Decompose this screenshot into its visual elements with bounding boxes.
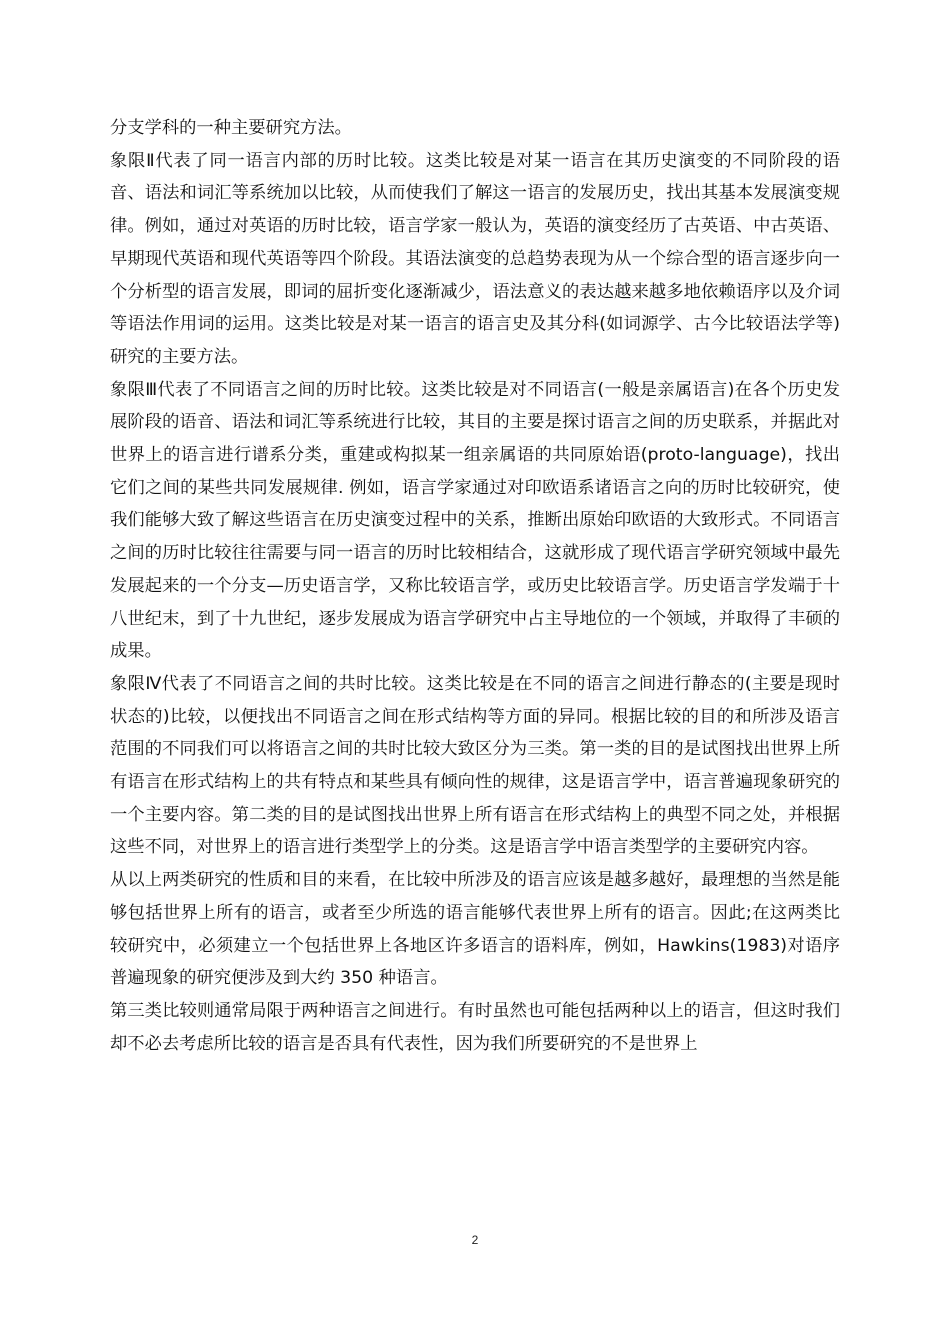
paragraph: 第三类比较则通常局限于两种语言之间进行。有时虽然也可能包括两种以上的语言，但这时我们却不必去考虑所比较的语言是否具有代表性，因为我们所要研究的不是世界上 (110, 1000, 840, 1054)
paragraph: 从以上两类研究的性质和目的来看，在比较中所涉及的语言应该是越多越好，最理想的当然是能够包括世界上所有的语言，或者至少所选的语言能够代表世界上所有的语言。因此;在这两类比较研究中，必须建立一个包括世界上各地区许多语言的语料库，例如，Hawkins(1983)对语序普遍现象的研究便涉及到大约 350 种语言。 (110, 870, 840, 989)
paragraph: 象限Ⅱ代表了同一语言内部的历时比较。这类比较是对某一语言在其历史演变的不同阶段的语音、语法和词汇等系统加以比较，从而使我们了解这一语言的发展历史，找出其基本发展演变规律。例如，通过对英语的历时比较，语言学家一般认为，英语的演变经历了古英语、中古英语、早期现代英语和现代英语等四个阶段。其语法演变的总趋势表现为从一个综合型的语言逐步向一个分析型的语言发展，即词的屈折变化逐渐减少，语法意义的表达越来越多地依赖语序以及介词等语法作用词的运用。这类比较是对某一语言的语言史及其分科(如词源学、古今比较语法学等)研究的主要方法。 (110, 150, 840, 367)
paragraph: 象限Ⅲ代表了不同语言之间的历时比较。这类比较是对不同语言(一般是亲属语言)在各个历史发展阶段的语音、语法和词汇等系统进行比较，其目的主要是探讨语言之间的历史联系，并据此对世界上的语言进行谱系分类，重建或构拟某一组亲属语的共同原始语(proto-language)，找出它们之间的某些共同发展规律. 例如，语言学家通过对印欧语系诸语言之向的历时比较研究，使我们能够大致了解这些语言在历史演变过程中的关系，推断出原始印欧语的大致形式。不同语言之间的历时比较往往需要与同一语言的历时比较相结合，这就形成了现代语言学研究领域中最先发展起来的一个分支—历史语言学，又称比较语言学，或历史比较语言学。历史语言学发端于十八世纪末，到了十九世纪，逐步发展成为语言学研究中占主导地位的一个领域，并取得了丰硕的成果。 (110, 379, 840, 662)
page-number: 2 (471, 1233, 479, 1247)
paragraph: 象限Ⅳ代表了不同语言之间的共时比较。这类比较是在不同的语言之间进行静态的(主要是现时状态的)比较，以便找出不同语言之间在形式结构等方面的异同。根据比较的目的和所涉及语言范围的不同我们可以将语言之间的共时比较大致区分为三类。第一类的目的是试图找出世界上所有语言在形式结构上的共有特点和某些具有倾向性的规律，这是语言学中，语言普遍现象研究的一个主要内容。第二类的目的是试图找出世界上所有语言在形式结构上的典型不同之处，并根据这些不同，对世界上的语言进行类型学上的分类。这是语言学中语言类型学的主要研究内容。 (110, 673, 840, 858)
body-text (110, 112, 840, 1060)
paragraph: 分支学科的一种主要研究方法。 (110, 118, 352, 138)
